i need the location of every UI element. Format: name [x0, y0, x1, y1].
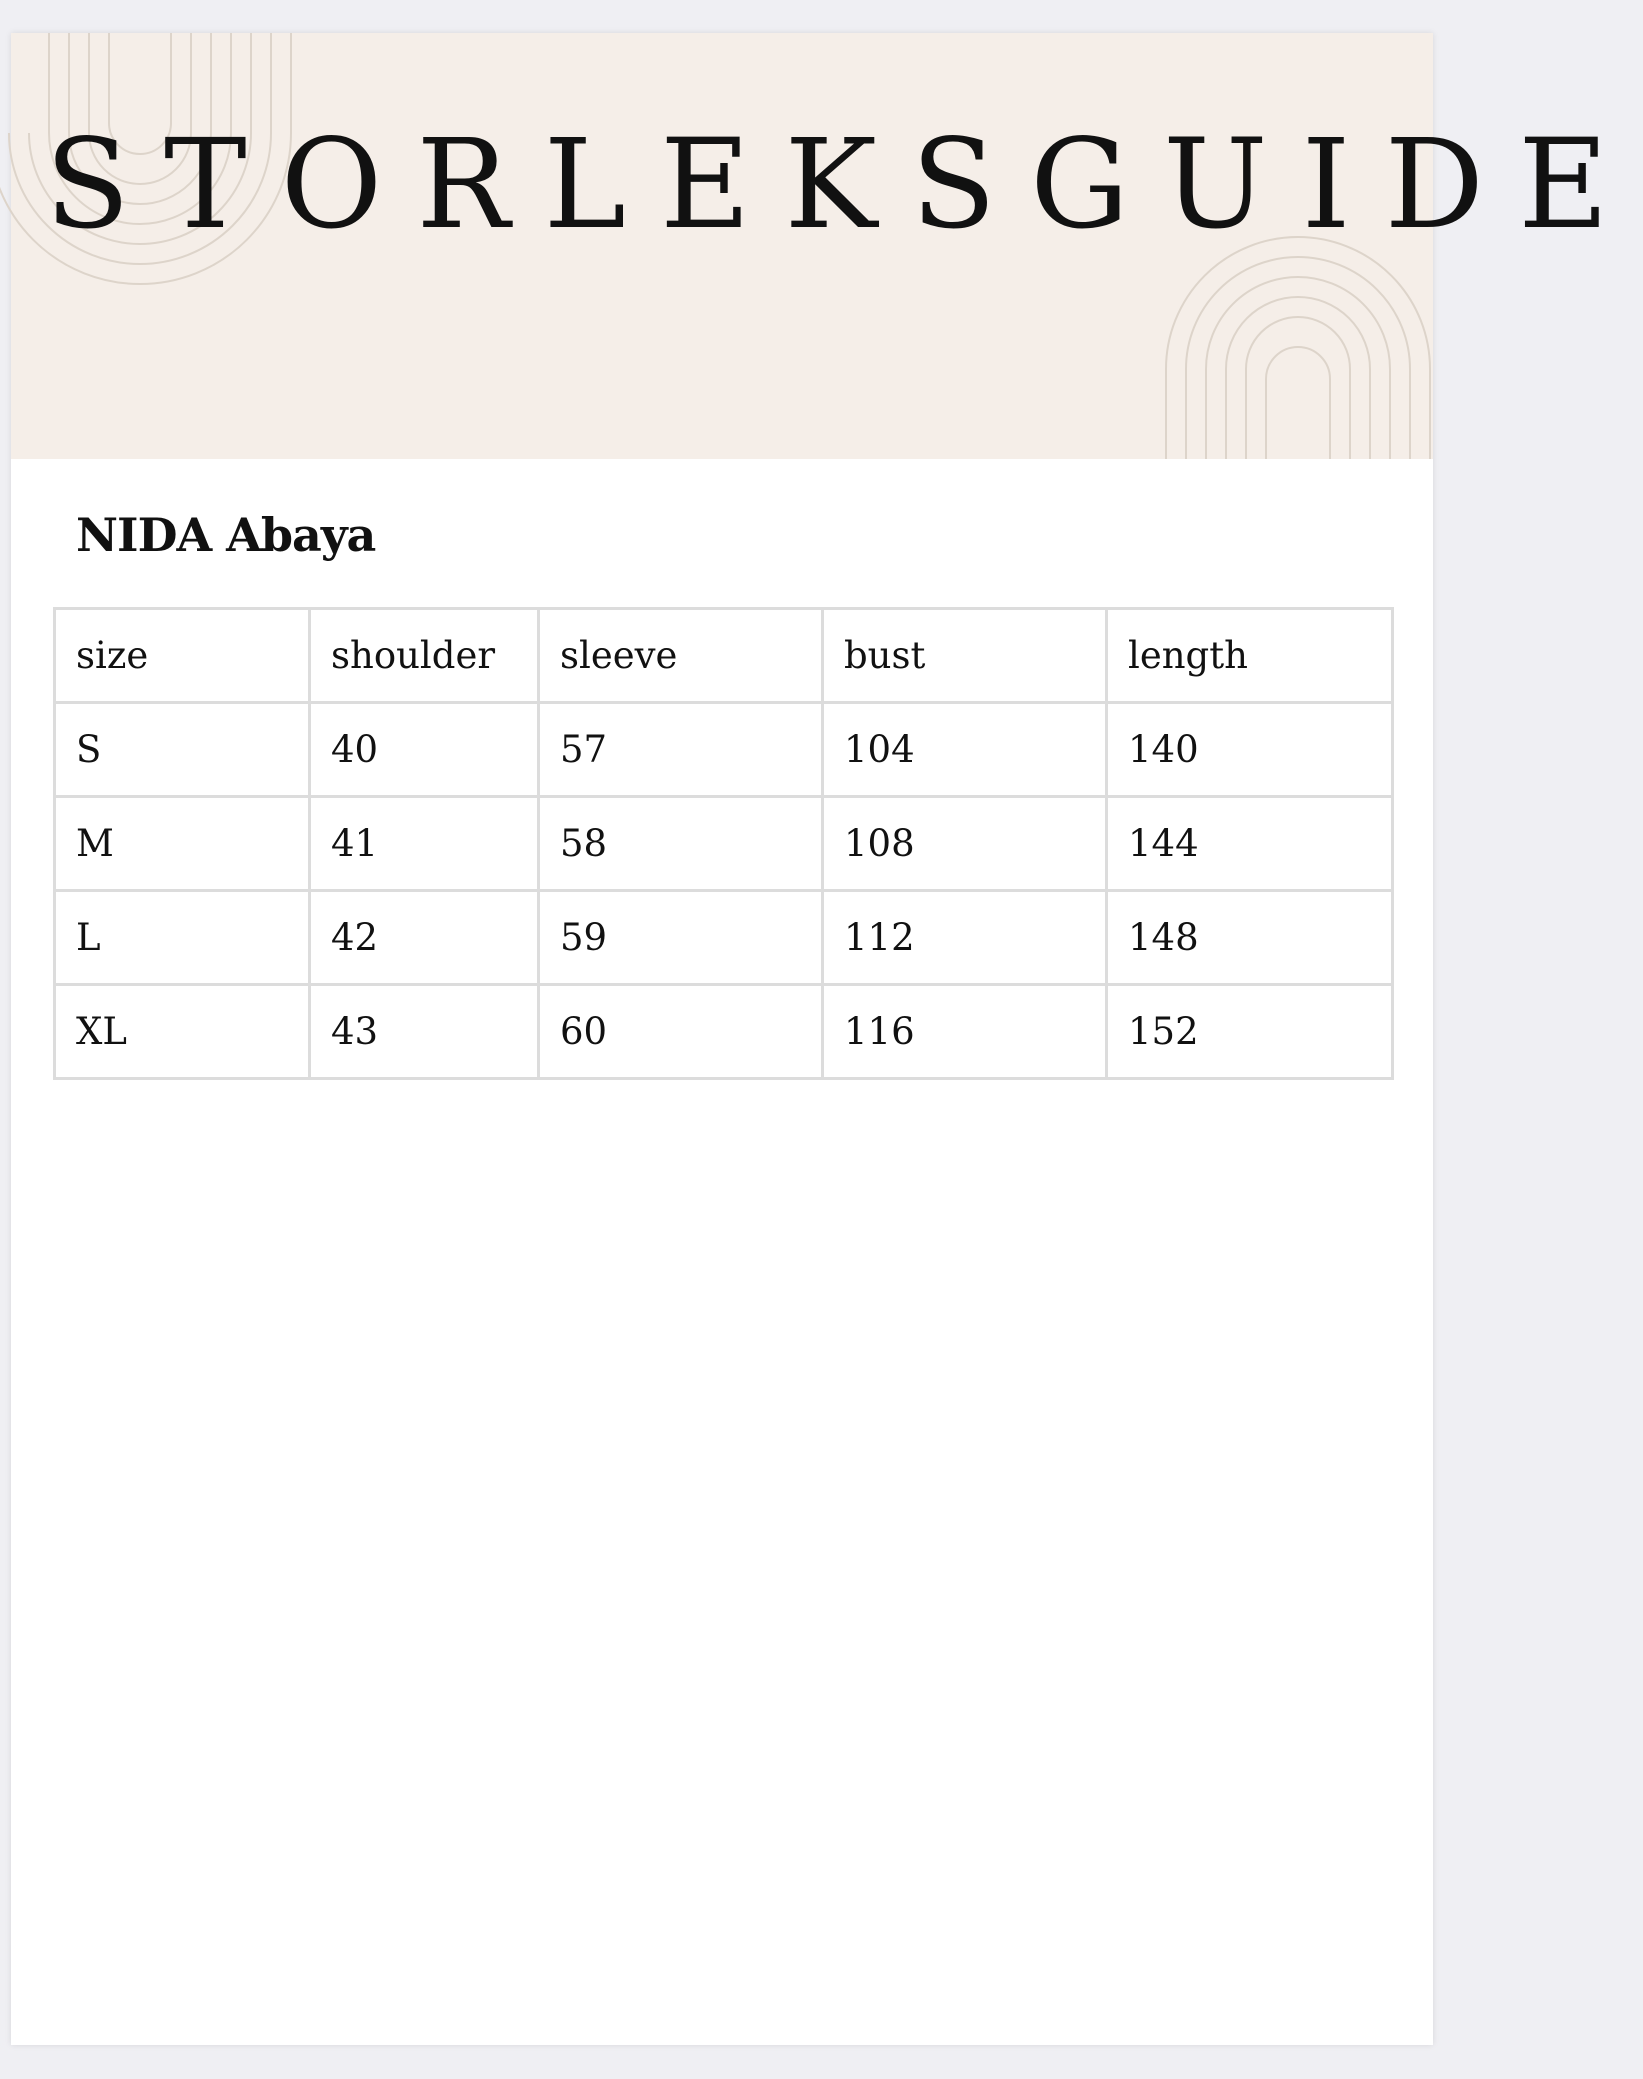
table-cell: 57	[539, 703, 823, 797]
arch-decoration-bottom-right	[1163, 239, 1433, 459]
product-name: NIDA Abaya	[76, 508, 376, 562]
table-header-row	[55, 609, 1393, 703]
column-header-shoulder: shoulder	[310, 609, 539, 703]
table-row	[55, 703, 1393, 797]
table-cell: 42	[310, 891, 539, 985]
table-cell: 58	[539, 797, 823, 891]
table-cell: 148	[1107, 891, 1393, 985]
column-header-size: size	[55, 609, 310, 703]
page-title: STORLEKSGUIDE	[45, 113, 1643, 257]
table-cell: M	[55, 797, 310, 891]
table-cell: S	[55, 703, 310, 797]
table-cell: 59	[539, 891, 823, 985]
column-header-length: length	[1107, 609, 1393, 703]
table-cell: 41	[310, 797, 539, 891]
table-cell: L	[55, 891, 310, 985]
header-band	[11, 33, 1643, 459]
table-cell: 152	[1107, 985, 1393, 1079]
table-cell: 60	[539, 985, 823, 1079]
table-cell: 144	[1107, 797, 1393, 891]
table-cell: 104	[823, 703, 1107, 797]
size-guide-page	[11, 33, 1643, 2045]
table-cell: 108	[823, 797, 1107, 891]
table-cell: 140	[1107, 703, 1393, 797]
column-header-bust: bust	[823, 609, 1107, 703]
table-cell: 43	[310, 985, 539, 1079]
table-row	[55, 985, 1393, 1079]
table-row	[55, 797, 1393, 891]
table-cell: XL	[55, 985, 310, 1079]
table-cell: 116	[823, 985, 1107, 1079]
table-cell: 112	[823, 891, 1107, 985]
column-header-sleeve: sleeve	[539, 609, 823, 703]
size-table	[53, 607, 1394, 1080]
table-row	[55, 891, 1393, 985]
table-cell: 40	[310, 703, 539, 797]
